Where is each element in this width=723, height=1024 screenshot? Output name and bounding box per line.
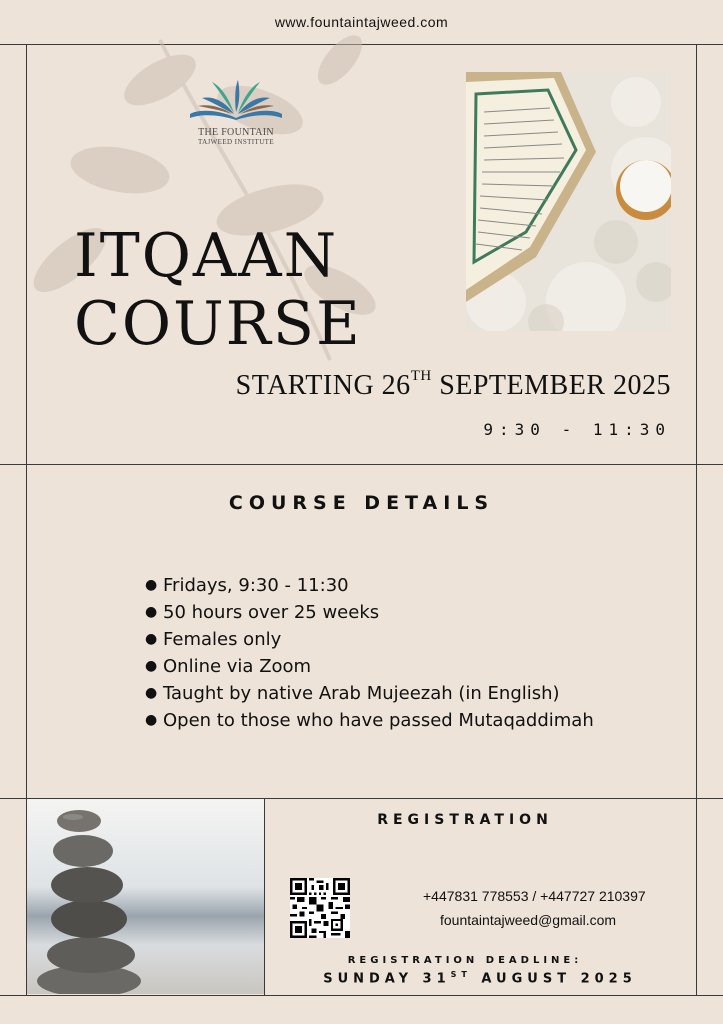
bullet-icon: ●	[145, 685, 158, 701]
deadline-label: REGISTRATION DEADLINE:	[347, 955, 583, 966]
contact-email[interactable]: fountaintajweed@gmail.com	[440, 912, 617, 928]
bullet-icon: ●	[145, 658, 158, 674]
course-title	[74, 222, 362, 358]
list-item	[145, 572, 594, 599]
bullet-icon: ●	[145, 604, 158, 620]
list-item	[145, 599, 594, 626]
title-line-2: COURSE	[74, 289, 362, 359]
hero-divider	[0, 464, 723, 465]
qr-code[interactable]	[290, 878, 350, 938]
deadline-date-prefix: SUNDAY 31	[323, 971, 451, 987]
deadline-date-month-year: AUGUST 2025	[471, 971, 637, 987]
quran-photo	[466, 72, 671, 331]
course-details-list	[145, 572, 594, 734]
list-item-text: 50 hours over 25 weeks	[163, 602, 380, 623]
list-item-text: Females only	[163, 629, 282, 650]
frame-bottom-line	[0, 995, 723, 996]
list-item-text: Taught by native Arab Mujeezah (in English)	[163, 683, 560, 704]
logo-subtitle: TAJWEED INSTITUTE	[197, 138, 275, 146]
bullet-icon: ●	[145, 577, 158, 593]
start-date	[236, 370, 671, 402]
deadline-date-sup: ST	[450, 970, 472, 979]
list-item	[145, 626, 594, 653]
bullet-icon: ●	[145, 712, 158, 728]
class-time: 9:30 - 11:30	[483, 420, 671, 439]
course-details-heading: COURSE DETAILS	[228, 492, 495, 514]
stacked-stones-photo	[27, 799, 264, 994]
list-item	[145, 680, 594, 707]
start-date-prefix: STARTING 26	[235, 370, 411, 401]
list-item-text: Fridays, 9:30 - 11:30	[163, 575, 349, 596]
website-url[interactable]: www.fountaintajweed.com	[274, 14, 449, 30]
title-line-1: ITQAAN	[74, 221, 339, 291]
registration-heading: REGISTRATION	[377, 812, 553, 828]
list-item-text: Online via Zoom	[163, 656, 312, 677]
list-item-text: Open to those who have passed Mutaqaddimah	[163, 710, 594, 731]
contact-phones[interactable]: +447831 778553 / +447727 210397	[423, 888, 646, 904]
bullet-icon: ●	[145, 631, 158, 647]
start-date-month-year: SEPTEMBER 2025	[431, 370, 671, 401]
deadline-date	[265, 970, 695, 986]
start-date-suffix-sup: TH	[410, 368, 432, 384]
list-item	[145, 653, 594, 680]
book-fan-icon	[186, 78, 286, 120]
frame-right-line	[696, 44, 697, 995]
list-item	[145, 707, 594, 734]
institute-logo	[180, 78, 292, 146]
logo-name: THE FOUNTAIN	[198, 127, 274, 138]
